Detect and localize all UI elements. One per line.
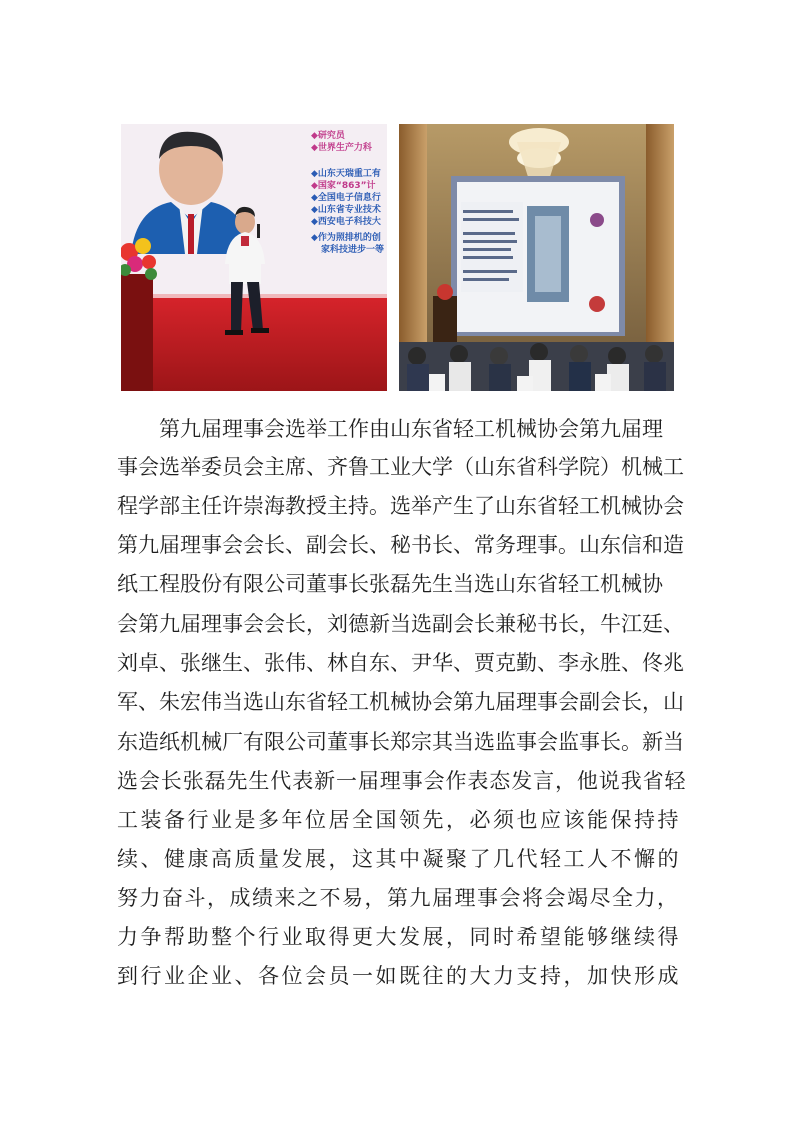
stage-illustration [121,124,387,391]
article-line-2: 事会选举委员会主席、齐鲁工业大学（山东省科学院）机械工 [117,455,684,479]
article-line-5: 纸工程股份有限公司董事长张磊先生当选山东省轻工机械协 [117,572,663,596]
slide-line-2: ◆世界生产力科 [311,143,372,153]
article-line-10: 选会长张磊先生代表新一届理事会作表态发言，他说我省轻 [117,769,687,793]
article-line-6: 会第九届理事会会长，刘德新当选副会长兼秘书长，牛江廷、 [117,612,684,636]
article-line-15: 到行业企业、各位会员一如既往的大力支持，加快形成 [117,964,681,988]
article-line-12: 续、健康高质量发展，这其中凝聚了几代轻工人不懈的 [117,847,681,871]
slide-line-1: ◆研究员 [311,131,345,141]
slide-line-4: ◆国家“863”计 [311,181,376,191]
article-line-1: 第九届理事会选举工作由山东省轻工机械协会第九届理 [159,417,663,441]
podium [433,296,457,346]
photo-speaker-on-stage [121,124,387,391]
photo-conference-hall [399,124,674,391]
article-line-3: 程学部主任许崇海教授主持。选举产生了山东省轻工机械协会 [117,494,684,518]
slide-line-5: ◆全国电子信息行 [311,193,381,203]
article-line-11: 工装备行业是多年位居全国领先，必须也应该能保持持 [117,808,681,832]
slide-line-3: ◆山东天瑞重工有 [311,169,381,179]
article-line-14: 力争帮助整个行业取得更大发展，同时希望能够继续得 [117,925,681,949]
slide-line-6: ◆山东省专业技术 [311,205,381,215]
hall-illustration [399,124,674,391]
article-line-7: 刘卓、张继生、张伟、林自东、尹华、贾克勤、李永胜、佟兆 [117,651,684,675]
slide-line-7: ◆西安电子科技大 [311,217,381,227]
article-line-9: 东造纸机械厂有限公司董事长郑宗其当选监事会监事长。新当 [117,730,684,754]
slide-line-8: ◆作为照排机的创 [311,233,381,243]
article-line-13: 努力奋斗，成绩来之不易，第九届理事会将会竭尽全力， [117,886,680,910]
article-line-4: 第九届理事会会长、副会长、秘书长、常务理事。山东信和造 [117,533,684,557]
article-line-8: 军、朱宏伟当选山东省轻工机械协会第九届理事会副会长，山 [117,690,684,714]
slide-line-9: 家科技进步一等 [321,245,385,255]
